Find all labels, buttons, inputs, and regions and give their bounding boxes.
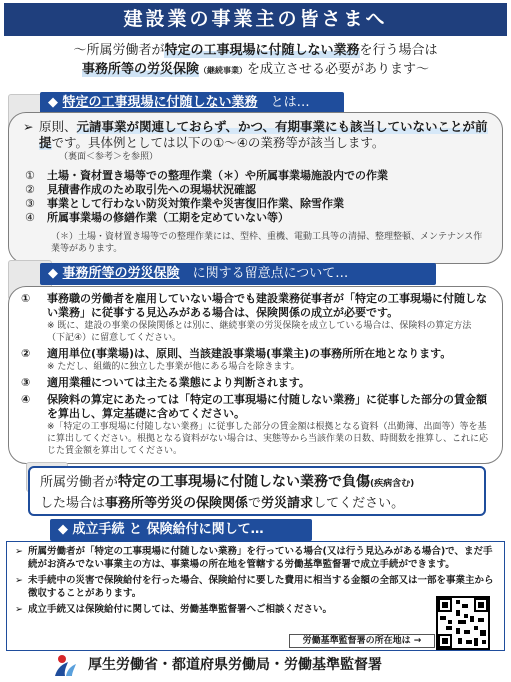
callout-text: で	[248, 496, 262, 511]
callout-text: した場合は	[40, 496, 106, 511]
intro-emphasis: 特定の工事現場に付随しない業務	[164, 43, 360, 58]
intro-text: を成立させる必要があります～	[247, 62, 430, 77]
intro-text: ～所属労働者が	[73, 43, 165, 58]
list-text: 所属事業場の修繕作業（工期を定めていない等）	[47, 211, 289, 224]
list-text: 所属労働者が「特定の工事現場に付随しない業務」を行っている場合(又は行う見込みがある場合)で、まだ手続がお済みでない事業主の方は、事業場の所在地を管轄する労働基準監督署で成立手続ができます。	[28, 546, 493, 570]
list-row	[21, 347, 488, 361]
callout-text: 所属労働者が	[40, 475, 119, 490]
list-note: ※ ただし、組織的に独立した事業が他にある場合を除きます。	[47, 362, 300, 372]
reference-note: （裏面＜参考＞を参照）	[59, 152, 159, 162]
list-number: ②	[25, 183, 35, 196]
list-text: 土場・資材置き場等での整理作業（＊）や所属事業場施設内での作業	[47, 169, 388, 182]
list-text: 成立手続又は保険給付に関しては、労働基準監督署へご相談ください。	[28, 604, 333, 615]
list-note: ※「特定の工事現場に付随しない業務」に従事した部分の賃金額は根拠となる資料（出勤簿、出面等）等を基に算出してください。根拠となる資料がない場合は、実態等から当該作業の日数、時間数を推算し、これに応じた賃金額を算出してください。	[47, 422, 489, 456]
section-heading-text: 事務所等の労災保険	[62, 266, 180, 281]
list-text: 適用単位(事業場)は、原則、当該建設事業場(事業主)の事務所所在地となります。	[47, 347, 452, 360]
bullet-icon: ➢	[15, 604, 23, 615]
list-text: 見積書作成のため取引先への現場状況確認	[47, 183, 256, 196]
list-item	[21, 347, 488, 373]
list-item	[23, 197, 488, 211]
bullet-icon: ➢	[15, 575, 23, 586]
list-item	[15, 604, 435, 617]
list-item	[15, 546, 496, 571]
list-number: ④	[25, 211, 35, 224]
list-item	[23, 169, 488, 183]
section-box-3	[6, 541, 505, 651]
intro-text: を行う場合は	[359, 43, 438, 58]
lead-paragraph	[23, 119, 488, 151]
intro-banner	[4, 38, 507, 92]
list-text: 保険料の算定にあたっては「特定の工事現場に付随しない業務」に従事した部分の賃金額を算出し、算定基礎に含めてください。	[47, 393, 487, 420]
callout-emphasis: 労災請求	[261, 496, 314, 511]
qr-label: 労働基準監督署の所在地は →	[289, 634, 435, 648]
list-row	[21, 376, 488, 390]
section-heading-text: とは…	[270, 95, 310, 110]
lead-emphasis: 元請事業が関連しておらず、かつ、有期事業にも該当していないことが前提	[39, 119, 488, 150]
intro-emphasis: 事務所等の労災保険	[81, 62, 199, 77]
qr-code-icon[interactable]	[436, 596, 490, 650]
callout-small: (疾病含む)	[370, 479, 415, 489]
footnote: （＊）土場・資材置き場等での整理作業には、型枠、重機、電動工具等の清掃、整理整頓、メンテナンス作業等があります。	[51, 232, 483, 254]
bullet-icon: ➢	[23, 119, 34, 134]
list-number: ②	[21, 347, 31, 360]
list-item	[21, 376, 488, 390]
section-heading-text: に関する留意点について…	[192, 266, 349, 281]
procedure-list	[15, 546, 496, 617]
callout-text: してください。	[313, 496, 405, 511]
section-heading-text: 成立手続 と 保険給付に関して…	[72, 522, 264, 537]
section-box-2	[8, 286, 503, 464]
injury-callout	[28, 466, 486, 516]
section-heading-2: ◆ 事務所等の労災保険 に関する留意点について…	[40, 263, 436, 285]
section-heading-1: ◆ 特定の工事現場に付随しない業務 とは…	[40, 92, 344, 114]
list-item	[21, 393, 488, 457]
list-number: ①	[21, 292, 31, 305]
section-heading-text: 特定の工事現場に付随しない業務	[62, 95, 258, 110]
list-number: ①	[25, 169, 35, 182]
list-text: 未手続中の災害で保険給付を行った場合、保険給付に要した費用に相当する金額の全部又は一部を事業主から徴収することがあります。	[28, 575, 494, 599]
section-heading-3: ◆ 成立手続 と 保険給付に関して…	[50, 519, 312, 541]
list-row	[21, 393, 488, 421]
bullet-icon: ➢	[15, 546, 23, 557]
list-item	[15, 575, 496, 600]
callout-emphasis: 特定の工事現場に付随しない業務で負傷	[118, 474, 371, 490]
list-number: ③	[21, 376, 31, 389]
list-note: ※ 既に、建設の事業の保険関係とは別に、継続事業の労災保険を成立している場合は、保険料の算定方法（下記④）に留意してください。	[47, 321, 472, 343]
lead-text: 原則、	[39, 119, 77, 134]
list-text: 適用業種については主たる業態により判断されます。	[47, 376, 310, 389]
callout-emphasis: 事務所等労災の保険関係	[105, 496, 249, 511]
list-item	[21, 292, 488, 344]
list-text: 事務職の労働者を雇用していない場合でも建設業務従事者が「特定の工事現場に付随しない業務」に従事する見込みがある場合は、保険関係の成立が必要です。	[47, 292, 487, 319]
list-text: 事業として行わない防災対策作業や災害復旧作業、除雪作業	[47, 197, 344, 210]
example-list	[23, 169, 488, 225]
list-number: ③	[25, 197, 35, 210]
section-box-1	[8, 112, 503, 264]
footer-organization: 厚生労働省・都道府県労働局・労働基準監督署	[88, 657, 382, 673]
list-number: ④	[21, 393, 31, 406]
list-row	[21, 292, 488, 320]
intro-small: （継続事業）	[199, 66, 247, 75]
lead-text: です。具体例としては以下の①～④の業務等が該当します。	[51, 135, 385, 150]
list-item	[23, 211, 488, 225]
page-title: 建設業の事業主の皆さまへ	[4, 3, 507, 36]
list-item	[23, 183, 488, 197]
notes-list	[21, 292, 488, 457]
